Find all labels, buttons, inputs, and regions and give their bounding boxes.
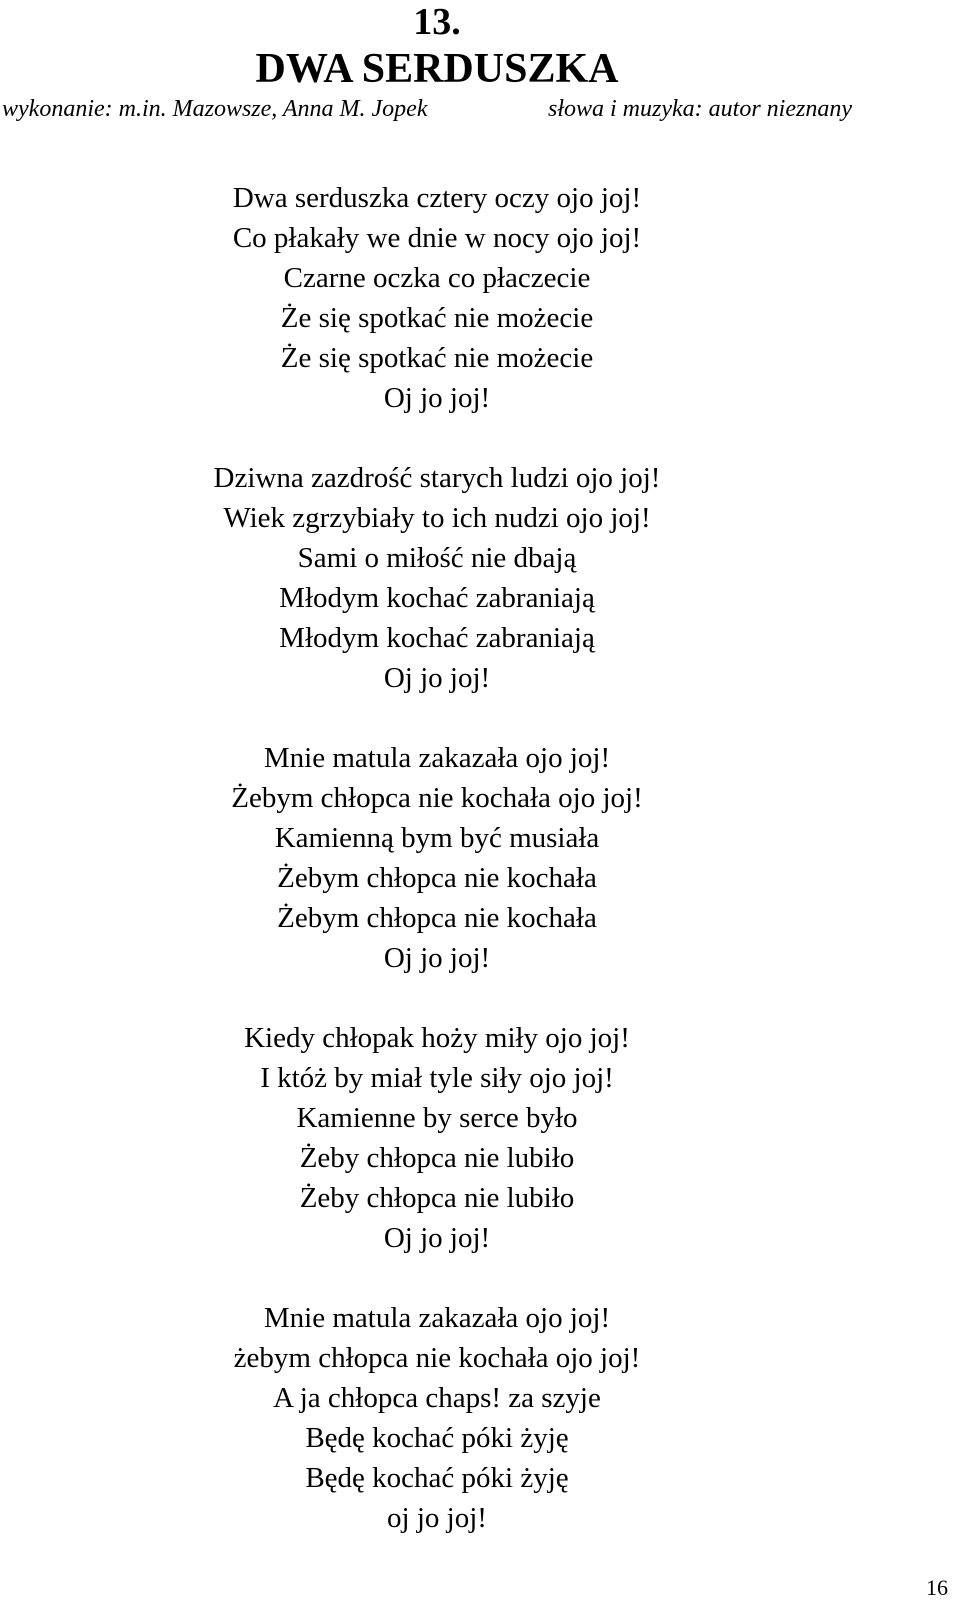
lyric-line: Sami o miłość nie dbają [297,542,577,574]
lyric-line: Będę kochać póki żyję [305,1422,569,1454]
lyric-line: Oj jo joj! [383,382,491,414]
stanza-3 [0,738,874,978]
lyric-line: Że się spotkać nie możecie [280,302,594,334]
lyric-line: Oj jo joj! [383,662,491,694]
lyric-line: żebym chłopca nie kochała ojo joj! [233,1342,641,1374]
lyric-line: Co płakały we dnie w nocy ojo joj! [232,222,642,254]
lyric-line: Żebym chłopca nie kochała [277,862,597,894]
lyrics [0,178,874,1578]
lyric-line: Mnie matula zakazała ojo joj! [263,742,611,774]
stanza-4 [0,1018,874,1258]
lyric-line: Młodym kochać zabraniają [279,582,595,614]
lyric-line: Kiedy chłopak hoży miły ojo joj! [244,1022,630,1054]
lyric-line: Żeby chłopca nie lubiło [299,1142,575,1174]
page-number: 16 [926,1575,948,1600]
lyric-line: Kamienną bym być musiała [274,822,600,854]
lyric-line: Czarne oczka co płaczecie [283,262,591,294]
performers-credit: wykonanie: m.in. Mazowsze, Anna M. Jopek [2,96,428,122]
lyric-line: Żebym chłopca nie kochała [277,902,597,934]
lyric-line: Oj jo joj! [383,1222,491,1254]
lyric-line: Dwa serduszka cztery oczy ojo joj! [232,182,642,214]
lyric-line: oj jo joj! [387,1502,487,1534]
song-title: DWA SERDUSZKA [255,46,619,92]
lyric-line: A ja chłopca chaps! za szyje [273,1382,601,1414]
stanza-1 [0,178,874,418]
lyric-line: Żebym chłopca nie kochała ojo joj! [231,782,643,814]
lyric-line: Wiek zgrzybiały to ich nudzi ojo joj! [223,502,651,534]
lyric-line: Dziwna zazdrość starych ludzi ojo joj! [213,462,661,494]
lyric-line: Oj jo joj! [383,942,491,974]
lyric-line: Będę kochać póki żyję [305,1462,569,1494]
stanza-5 [0,1298,874,1538]
lyric-line: I któż by miał tyle siły ojo joj! [260,1062,614,1094]
lyric-line: Że się spotkać nie możecie [280,342,594,374]
song-number: 13. [413,1,461,43]
stanza-2 [0,458,874,698]
lyric-line: Mnie matula zakazała ojo joj! [263,1302,611,1334]
authors-credit: słowa i muzyka: autor nieznany [548,96,852,122]
lyric-line: Kamienne by serce było [296,1102,578,1134]
lyric-line: Żeby chłopca nie lubiło [299,1182,575,1214]
lyric-line: Młodym kochać zabraniają [279,622,595,654]
